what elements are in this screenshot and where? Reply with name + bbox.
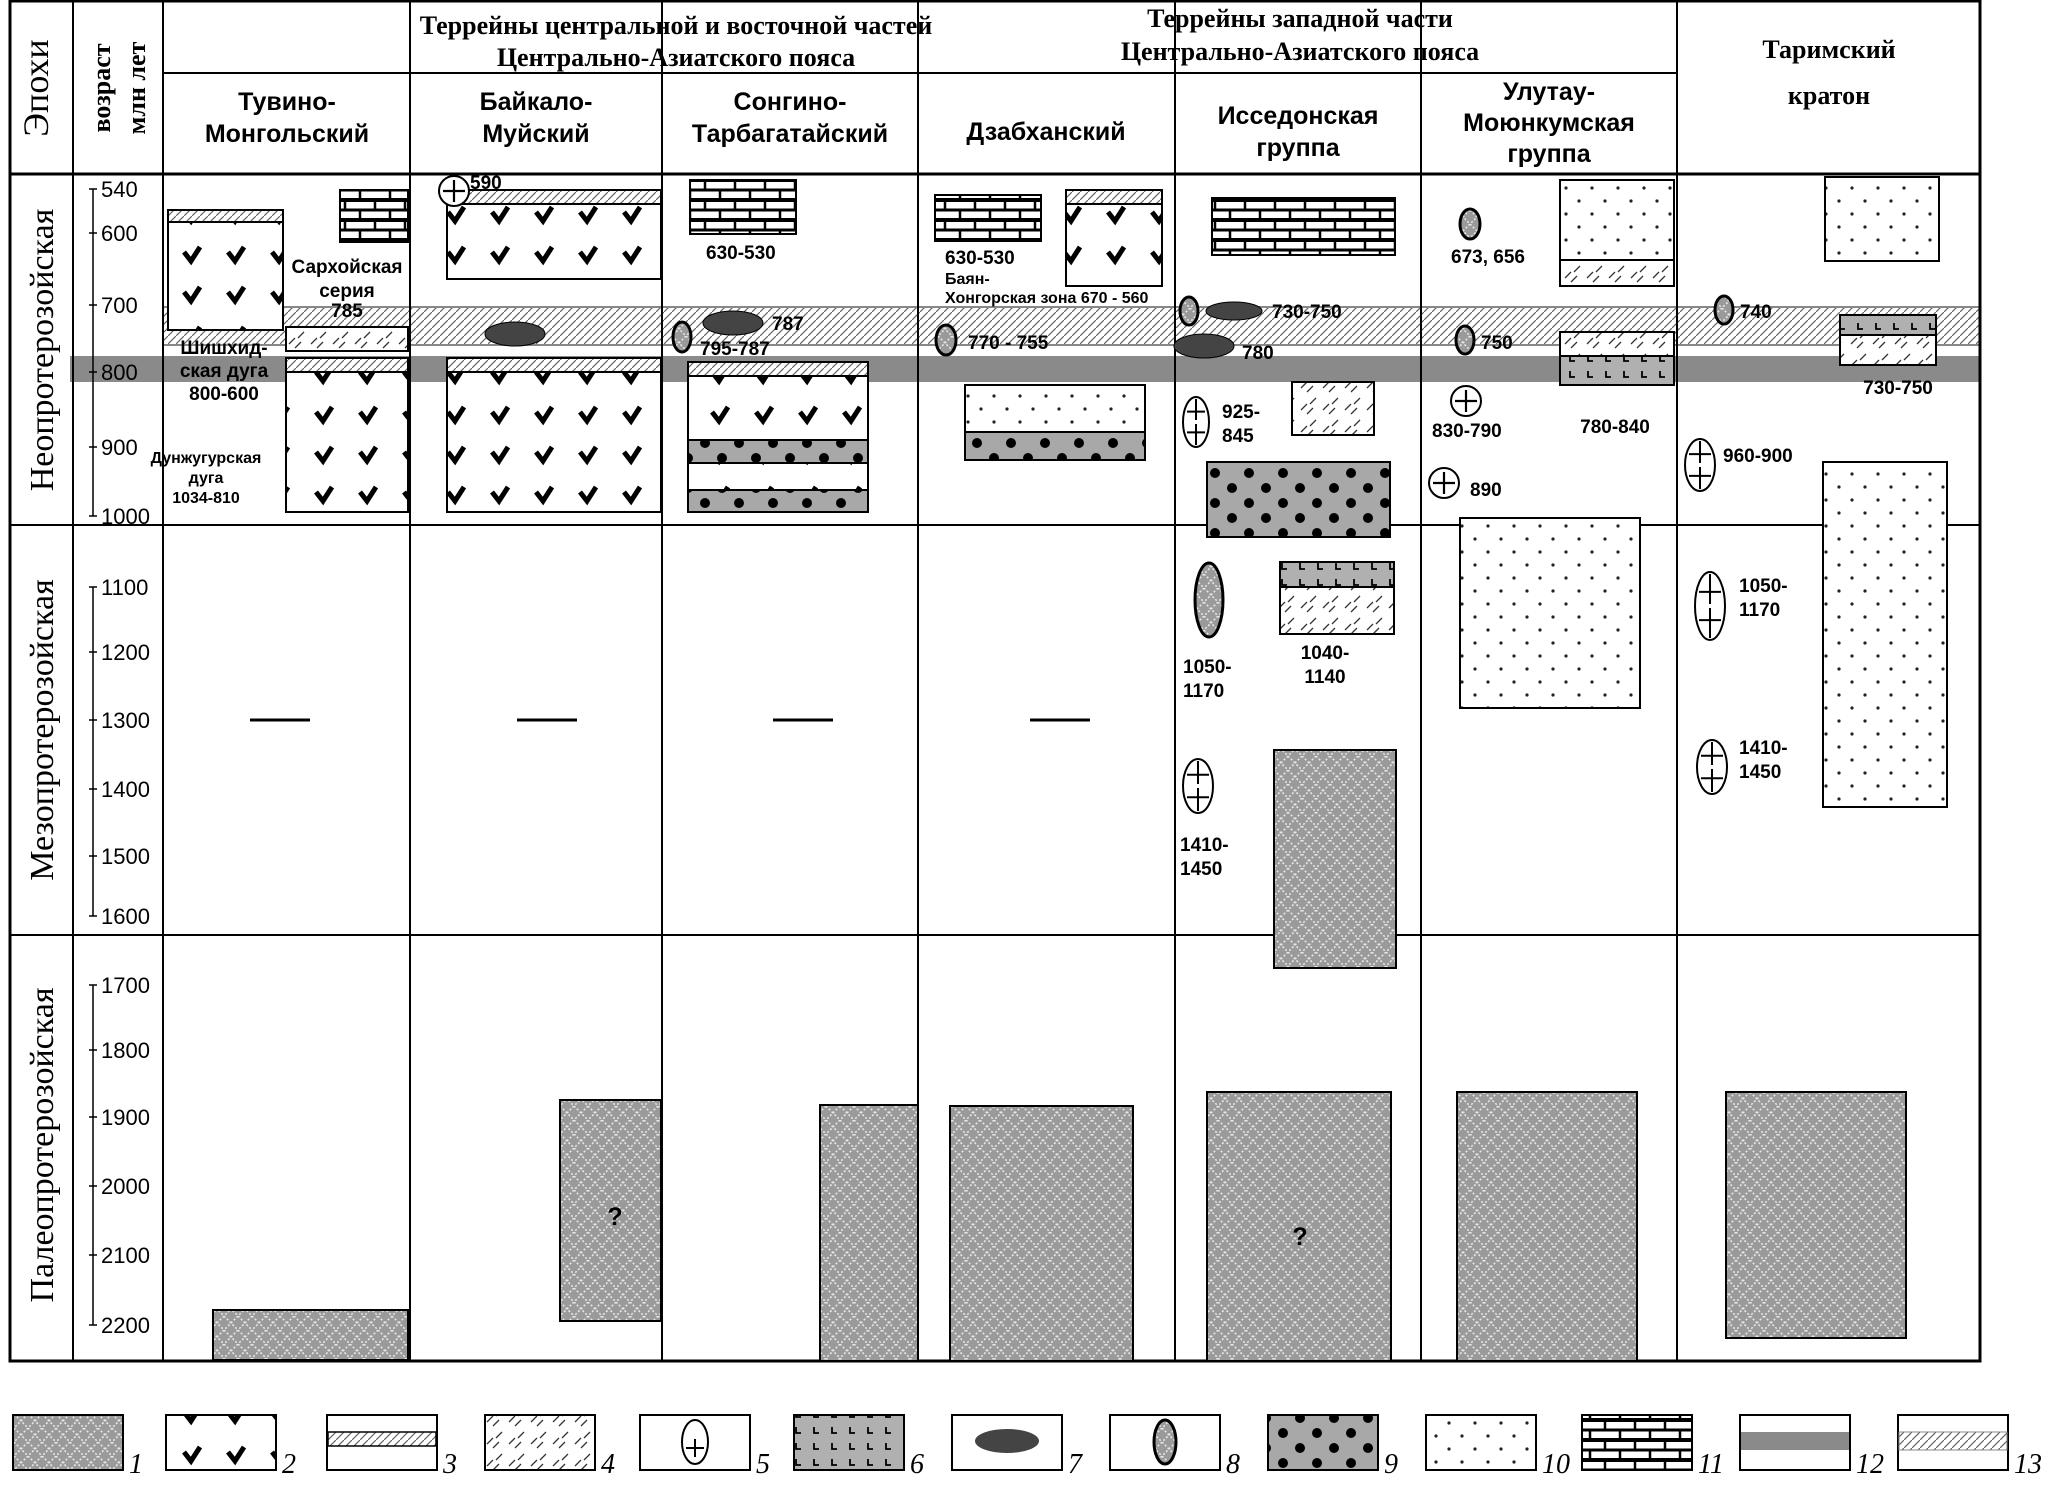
baikal-ophiolite <box>485 322 545 346</box>
baikal-hatch-lower <box>447 358 661 372</box>
legend-number-9: 9 <box>1384 1449 1398 1480</box>
label-dzab-bayan-zone: Хонгорская зона 670 - 560 <box>945 290 1149 307</box>
label-iss-1040-1140: 1140 <box>1304 667 1346 688</box>
legend-plagiogranite-oval <box>1154 1420 1176 1464</box>
tick-label-paleo: 2000 <box>101 1174 150 1199</box>
tick-label-paleo: 2200 <box>101 1313 150 1338</box>
legend-number-7: 7 <box>1068 1449 1082 1480</box>
tar-metamorphic-730 <box>1840 315 1936 335</box>
label-ulu-673-656: 673, 656 <box>1451 247 1525 268</box>
legend-swatch-4 <box>485 1415 595 1470</box>
label-tar-1050-1170: 1170 <box>1739 600 1781 621</box>
legend-swatch-10 <box>1426 1415 1536 1470</box>
terrane-header-1-line2: Муйский <box>482 120 590 148</box>
legend-item-10 <box>1426 1415 1536 1470</box>
label-dunzhugur-age: 1034-810 <box>172 490 240 507</box>
legend-number-11: 11 <box>1698 1449 1724 1480</box>
label-ulu-890: 890 <box>1470 480 1502 501</box>
epochs-column-header: Эпохи <box>16 39 56 137</box>
legend-ophiolite-oval <box>975 1429 1039 1453</box>
legend-item-1 <box>13 1415 123 1470</box>
legend-number-5: 5 <box>756 1449 770 1480</box>
tick-label-meso: 1200 <box>101 640 150 665</box>
dzab-plagiogranite <box>936 325 956 355</box>
label-ulu-830-790: 830-790 <box>1432 421 1502 442</box>
legend-number-10: 10 <box>1542 1449 1570 1480</box>
tuva-volcanics-upper <box>168 222 283 330</box>
legend-number-13: 13 <box>2014 1449 2042 1480</box>
label-iss-730-750: 730-750 <box>1272 302 1342 323</box>
ulu-basement <box>1457 1092 1637 1361</box>
label-iss-925: 925- <box>1222 402 1261 423</box>
songino-conglomerate-2 <box>688 490 868 512</box>
legend-swatch-9 <box>1268 1415 1378 1470</box>
legend-swatch-2 <box>166 1415 276 1470</box>
legend-item-2 <box>166 1415 276 1470</box>
tick-label-meso: 1100 <box>101 575 149 600</box>
label-dunzhugur-arc-2: дуга <box>188 470 224 487</box>
tick-label-neo: 700 <box>101 293 138 318</box>
label-songino-795-787: 795-787 <box>700 339 770 360</box>
iss-ophiolite-780 <box>1174 334 1234 358</box>
label-songino-787: 787 <box>772 314 804 335</box>
tuva-carbonate <box>340 190 408 242</box>
terrane-header-5: Улутау- <box>1502 78 1596 106</box>
label-iss-1040: 1040- <box>1300 643 1350 664</box>
iss-granite-925 <box>1183 397 1209 447</box>
legend-item-7 <box>952 1415 1062 1470</box>
tick-label-neo: 1000 <box>101 504 150 529</box>
terrane-header-3: Дзабханский <box>966 118 1126 146</box>
tick-label-meso: 1500 <box>101 844 150 869</box>
baikal-volcanics-lower <box>447 358 661 512</box>
dzab-carbonate <box>935 195 1041 241</box>
label-tar-730-750: 730-750 <box>1863 378 1933 399</box>
tuva-hatch-lower-cap <box>286 358 408 372</box>
legend-item-3 <box>327 1415 437 1470</box>
songino-basement <box>820 1105 918 1361</box>
label-iss-1410-1450: 1450 <box>1180 859 1223 880</box>
legend-swatch-1 <box>13 1415 123 1470</box>
terrane-header-4-line2: группа <box>1256 134 1340 162</box>
tar-sandstone-lower <box>1823 462 1947 807</box>
label-shishkhid-arc-2: ская дуга <box>179 361 269 382</box>
tarim-craton-header-line2: кратон <box>1787 81 1871 110</box>
legend-number-4: 4 <box>601 1449 615 1480</box>
iss-metamorphic-1040 <box>1280 562 1394 587</box>
label-sarkhoy-series-2: серия <box>319 281 375 302</box>
label-ulu-750: 750 <box>1481 333 1513 354</box>
tar-granite-960 <box>1685 439 1715 491</box>
label-shishkhid-arc: Шишхид- <box>180 338 268 359</box>
age-column-header-units: млн лет <box>122 41 151 135</box>
legend-hatch-strip <box>328 1432 436 1446</box>
terrane-header-4: Исседонская <box>1217 102 1379 130</box>
western-terranes-header: Террейны западной части <box>1147 4 1453 33</box>
epoch-label-1: Мезопротерозойская <box>24 579 61 881</box>
tick-label-neo: 800 <box>101 360 138 385</box>
legend-number-1: 1 <box>129 1449 143 1480</box>
age-column-header: возраст <box>87 43 116 133</box>
central-terranes-header-belt: Центрально-Азиатского пояса <box>496 43 856 72</box>
ulu-sandstone-meso <box>1460 518 1640 708</box>
terrane-header-2-line2: Тарбагатайский <box>691 120 889 148</box>
ulu-granite-890 <box>1429 468 1459 498</box>
label-tar-960-900: 960-900 <box>1723 446 1793 467</box>
tick-label-meso: 1300 <box>101 708 150 733</box>
legend-hatch-band <box>1899 1432 2007 1450</box>
terrane-header-1: Байкало- <box>479 88 593 116</box>
label-iss-1050: 1050- <box>1183 657 1232 678</box>
iss-granitoid-upper <box>1292 382 1374 435</box>
songino-ophiolite <box>703 311 763 335</box>
tar-granite-1050 <box>1695 572 1725 640</box>
terrane-header-0-line2: Монгольский <box>204 120 370 148</box>
legend-number-12: 12 <box>1856 1449 1884 1480</box>
ulu-granitoid-base <box>1560 260 1674 286</box>
label-baikal-590: 590 <box>470 173 502 194</box>
tick-label-paleo: 2100 <box>101 1243 150 1268</box>
iss-carbonate <box>1212 198 1395 255</box>
label-tar-1050: 1050- <box>1739 576 1788 597</box>
tick-label-neo: 540 <box>101 177 138 202</box>
legend-item-11 <box>1582 1415 1692 1470</box>
legend-number-3: 3 <box>443 1449 457 1480</box>
tar-basement <box>1726 1092 1906 1338</box>
ulu-plagiogranite-673 <box>1460 209 1480 239</box>
label-songino-630-530: 630-530 <box>706 243 776 264</box>
label-dunzhugur-arc: Дунжугурская <box>150 450 262 467</box>
tick-label-neo: 900 <box>101 435 138 460</box>
legend-grey-band <box>1741 1432 1849 1450</box>
tar-granite-1410 <box>1697 740 1727 794</box>
tick-label-neo: 600 <box>101 221 138 246</box>
tuva-sarkhoy-granite <box>286 327 408 351</box>
terrane-header-5-line2: Моюнкумская <box>1463 109 1635 137</box>
label-ulu-780-840: 780-840 <box>1580 417 1650 438</box>
label-dzab-770-755: 770 - 755 <box>968 333 1049 354</box>
ulu-granite-830 <box>1451 386 1481 416</box>
epoch-label-2: Палеопротерозойская <box>24 987 61 1303</box>
label-tar-1410: 1410- <box>1739 738 1788 759</box>
baikal-granite-590 <box>439 176 469 206</box>
iss-plagiogranite-1050 <box>1195 563 1223 637</box>
legend-item-9 <box>1268 1415 1378 1470</box>
iss-granite-1410 <box>1183 759 1213 813</box>
ulu-metamorphic-780 <box>1560 356 1674 385</box>
songino-hatch-cap <box>688 362 868 376</box>
label-tar-1410-1450: 1450 <box>1739 762 1782 783</box>
iss-basement-meso <box>1274 750 1396 968</box>
dzab-hatch-cap <box>1066 190 1162 204</box>
label-sarkhoy-series: Сархойская <box>291 257 403 278</box>
label-iss-780: 780 <box>1242 343 1274 364</box>
iss-basement-question: ? <box>1292 1223 1308 1251</box>
legend-item-13 <box>1898 1415 2008 1470</box>
legend-number-6: 6 <box>910 1449 924 1480</box>
tarim-craton-header: Таримский <box>1762 35 1896 64</box>
label-iss-1050-1170: 1170 <box>1183 681 1225 702</box>
tick-label-meso: 1400 <box>101 777 150 802</box>
dzab-basement <box>950 1106 1133 1361</box>
tuva-hatch-cap <box>168 210 283 222</box>
legend-item-5 <box>640 1415 750 1470</box>
iss-plagiogranite <box>1180 297 1198 325</box>
tick-label-paleo: 1900 <box>101 1105 150 1130</box>
label-iss-1410: 1410- <box>1180 835 1229 856</box>
terrane-header-0: Тувино- <box>238 88 336 116</box>
songino-carbonate <box>690 180 796 234</box>
label-sarkhoy-age: 785 <box>331 301 363 322</box>
ulu-plagiogranite-750 <box>1456 326 1474 354</box>
legend-item-8 <box>1110 1415 1220 1470</box>
label-shishkhid-age: 800-600 <box>189 384 259 405</box>
western-terranes-header-belt: Центрально-Азиатского пояса <box>1120 37 1480 66</box>
tuva-volcanics-lower <box>286 358 408 512</box>
legend-item-6 <box>794 1415 904 1470</box>
central-terranes-header: Террейны центральной и восточной частей <box>419 11 933 40</box>
iss-ophiolite-730 <box>1206 302 1262 320</box>
tuva-basement <box>213 1310 408 1360</box>
label-iss-925-845: 845 <box>1222 426 1254 447</box>
legend-number-8: 8 <box>1226 1449 1240 1480</box>
tick-label-paleo: 1700 <box>101 973 150 998</box>
legend-item-4 <box>485 1415 595 1470</box>
baikal-basement-question: ? <box>607 1203 623 1231</box>
epoch-label-0: Неопротерозойская <box>24 208 61 492</box>
songino-plagiogranite <box>673 322 691 352</box>
songino-conglomerate-1 <box>688 440 868 463</box>
legend-swatch-11 <box>1582 1415 1692 1470</box>
legend-item-12 <box>1740 1415 1850 1470</box>
band-hatch-730-750 <box>163 307 1980 345</box>
tar-sandstone-upper <box>1825 177 1939 261</box>
label-tar-740: 740 <box>1740 302 1772 323</box>
tar-plagiogranite-740 <box>1715 296 1733 324</box>
dzab-conglomerate <box>965 432 1145 460</box>
label-dzab-bayan: Баян- <box>945 271 990 288</box>
tick-label-paleo: 1800 <box>101 1038 150 1063</box>
legend-number-2: 2 <box>282 1449 296 1480</box>
terrane-header-2: Сонгино- <box>733 88 847 116</box>
tick-label-meso: 1600 <box>101 904 150 929</box>
terrane-header-5-line3: группа <box>1507 140 1591 168</box>
legend-swatch-6 <box>794 1415 904 1470</box>
iss-conglomerate <box>1207 462 1390 537</box>
label-dzab-630-530: 630-530 <box>945 248 1015 269</box>
